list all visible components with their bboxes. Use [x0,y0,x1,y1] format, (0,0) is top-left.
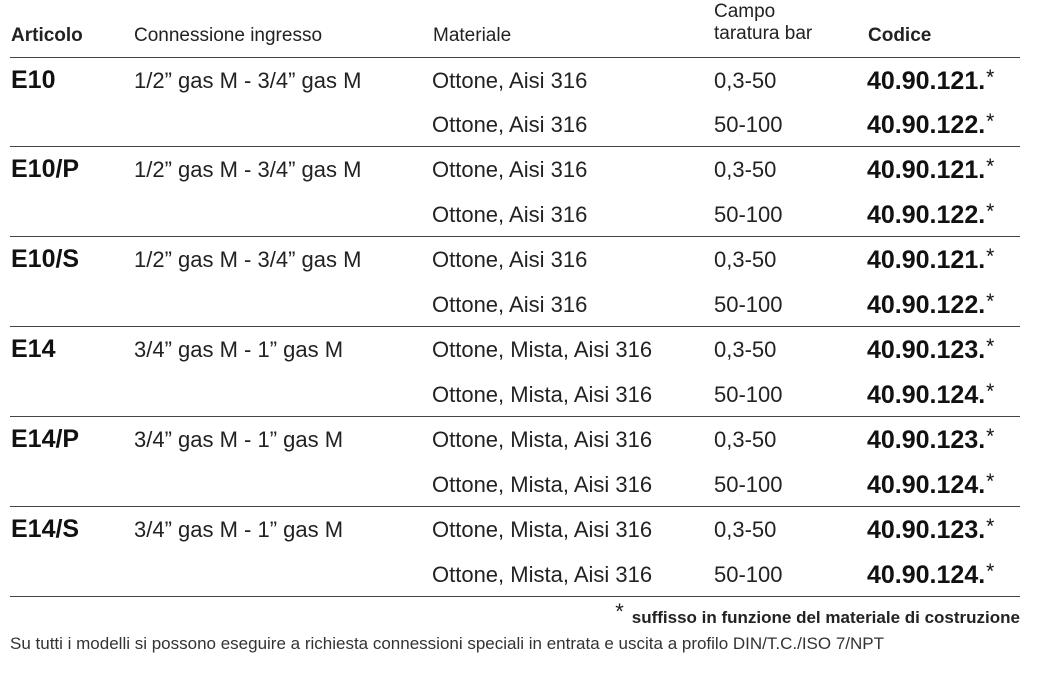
cell-campo: 0,3-50 [714,68,777,93]
product-table [10,57,1020,597]
cell-materiale: Ottone, Aisi 316 [432,292,588,317]
cell-materiale: Ottone, Mista, Aisi 316 [432,427,653,452]
header-campo [714,1,812,45]
table-row [10,282,1020,327]
cell-codice [867,462,994,507]
table-row [10,147,1020,192]
cell-codice [867,102,994,147]
header-campo-line2: taratura bar [714,23,813,44]
codice-suffix: * [986,66,995,89]
table-row [10,462,1020,507]
table-header [0,0,1020,56]
codice-value: 40.90.122. [867,111,986,139]
codice-suffix: * [986,380,995,403]
cell-campo: 50-100 [714,472,783,497]
codice-value: 40.90.124. [867,471,986,499]
codice-suffix: * [986,515,995,538]
cell-codice [867,327,994,372]
cell-connessione: 3/4” gas M - 1” gas M [134,517,344,542]
cell-connessione: 3/4” gas M - 1” gas M [134,337,344,362]
codice-value: 40.90.124. [867,561,986,589]
cell-codice [867,237,994,282]
codice-suffix: * [986,560,995,583]
table-row [10,372,1020,417]
cell-connessione: 1/2” gas M - 3/4” gas M [134,157,362,182]
cell-campo: 50-100 [714,292,783,317]
cell-articolo: E10/P [11,155,80,183]
cell-connessione: 1/2” gas M - 3/4” gas M [134,68,362,93]
codice-value: 40.90.121. [867,156,986,184]
cell-materiale: Ottone, Aisi 316 [432,157,588,182]
cell-campo: 0,3-50 [714,427,777,452]
cell-connessione: 3/4” gas M - 1” gas M [134,427,344,452]
codice-value: 40.90.123. [867,516,986,544]
codice-value: 40.90.122. [867,291,986,319]
cell-materiale: Ottone, Mista, Aisi 316 [432,562,653,587]
codice-suffix: * [986,155,995,178]
cell-codice [867,282,994,327]
codice-value: 40.90.123. [867,426,986,454]
cell-codice [867,58,994,103]
table-row [10,327,1020,372]
cell-materiale: Ottone, Mista, Aisi 316 [432,517,653,542]
cell-codice [867,147,994,192]
footer-note: Su tutti i modelli si possono eseguire a richiesta connessioni speciali in entrata e uscita a profilo DIN/T.C./ISO 7/NPT [10,634,885,653]
cell-campo: 50-100 [714,562,783,587]
cell-materiale: Ottone, Aisi 316 [432,202,588,227]
codice-suffix: * [986,335,995,358]
cell-campo: 0,3-50 [714,247,777,272]
header-articolo: Articolo [11,25,83,46]
codice-suffix: * [986,425,995,448]
cell-campo: 0,3-50 [714,337,777,362]
codice-suffix: * [986,290,995,313]
cell-campo: 50-100 [714,382,783,407]
table-row [10,102,1020,147]
codice-value: 40.90.124. [867,381,986,409]
cell-materiale: Ottone, Mista, Aisi 316 [432,337,653,362]
codice-suffix: * [986,245,995,268]
cell-campo: 50-100 [714,202,783,227]
cell-articolo: E10 [11,66,56,94]
header-connessione: Connessione ingresso [134,25,323,46]
codice-suffix: * [986,110,995,133]
cell-materiale: Ottone, Mista, Aisi 316 [432,472,653,497]
cell-articolo: E14 [11,335,56,363]
suffix-note-text: suffisso in funzione del materiale di costruzione [631,608,1020,627]
cell-campo: 50-100 [714,112,783,137]
codice-suffix: * [986,470,995,493]
cell-materiale: Ottone, Aisi 316 [432,247,588,272]
header-campo-line1: Campo [714,1,776,22]
cell-codice [867,372,994,417]
codice-suffix: * [986,200,995,223]
cell-codice [867,507,994,552]
cell-articolo: E10/S [11,245,80,273]
suffix-note [615,599,1020,629]
codice-value: 40.90.121. [867,246,986,274]
cell-materiale: Ottone, Aisi 316 [432,68,588,93]
table-row [10,417,1020,462]
table-row [10,192,1020,237]
header-codice: Codice [868,25,932,46]
table-row [10,237,1020,282]
cell-codice [867,192,994,237]
table-row [10,57,1020,102]
header-materiale: Materiale [433,25,512,46]
cell-articolo: E14/P [11,425,80,453]
cell-codice [867,417,994,462]
codice-value: 40.90.123. [867,336,986,364]
cell-connessione: 1/2” gas M - 3/4” gas M [134,247,362,272]
codice-value: 40.90.121. [867,67,986,95]
table-row [10,552,1020,597]
cell-campo: 0,3-50 [714,157,777,182]
codice-value: 40.90.122. [867,201,986,229]
cell-materiale: Ottone, Mista, Aisi 316 [432,382,653,407]
cell-codice [867,552,994,597]
table-row [10,507,1020,552]
asterisk-icon: * [615,599,624,624]
cell-articolo: E14/S [11,515,80,543]
cell-materiale: Ottone, Aisi 316 [432,112,588,137]
cell-campo: 0,3-50 [714,517,777,542]
